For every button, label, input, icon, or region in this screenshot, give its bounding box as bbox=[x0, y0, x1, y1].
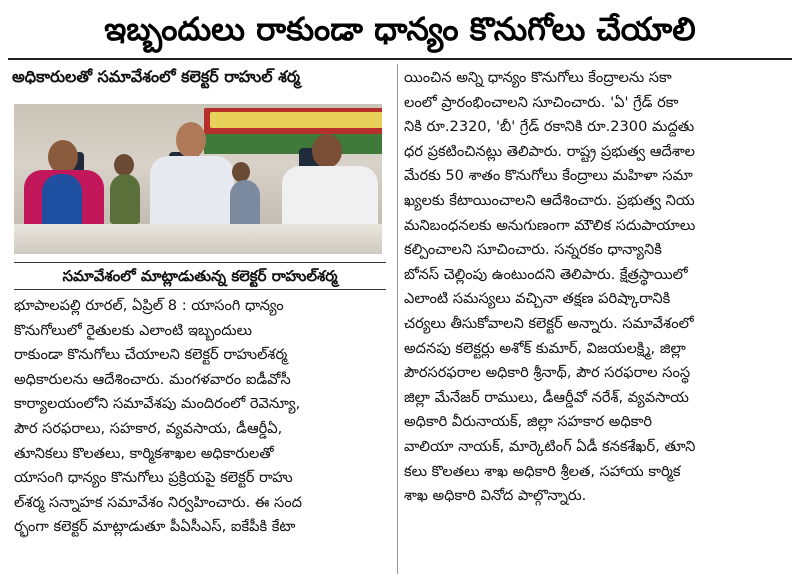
text-line: వాలియా నాయక్, మార్కెటింగ్ ఏడీ కనకశేఖర్, తూని bbox=[404, 437, 696, 455]
text-line: యాసంగి ధాన్యం కొనుగోలు ప్రక్రియపై కలెక్టర్ రాహు bbox=[14, 469, 293, 487]
banner-text-strip bbox=[210, 112, 382, 128]
photo-caption: సమావేశంలో మాట్లాడుతున్న కలెక్టర్ రాహుల్‌శర్మ bbox=[14, 262, 386, 290]
text-line: పౌర సరఫరాలు, సహకార, వ్యవసాయ, డీఆర్డీఏ, bbox=[14, 419, 283, 437]
text-line: పౌరసరఫరాల అధికారి శ్రీనాథ్, పౌర సరఫరాల సంస్థ bbox=[404, 364, 691, 382]
text-line: ధర ప్రకటించినట్లు తెలిపారు. రాష్ట్ర ప్రభుత్వ ఆదేశాల bbox=[404, 142, 696, 160]
banner-green-strip bbox=[204, 134, 382, 154]
text-line: అధికారి వీరునాయక్, జిల్లా సహకార అధికారి bbox=[404, 413, 653, 431]
text-line: ఎలాంటి సమస్యలు వచ్చినా తక్షణ పరిష్కారానికి bbox=[404, 290, 671, 308]
meeting-table bbox=[14, 224, 382, 254]
article-right-column bbox=[404, 66, 790, 509]
text-line: ఖ్యలకు కేటాయించాలని ఆదేశించారు. ప్రభుత్వ నియ bbox=[404, 191, 695, 209]
text-line: జిల్లా మేనేజర్ రాములు, డీఆర్డీవో నరేశ్, వ్యవసాయ bbox=[404, 388, 689, 406]
text-line: కల్పించాలని సూచించారు. సన్నరకం ధాన్యానికి bbox=[404, 241, 662, 259]
text-line: భూపాలపల్లి రూరల్, ఏప్రిల్ 8 : యాసంగి ధాన్యం bbox=[14, 297, 284, 314]
meeting-photo bbox=[14, 104, 382, 254]
text-line: కార్యాలయంలోని సమావేశపు మందిరంలో రెవెన్యూ, bbox=[14, 395, 301, 413]
text-line: ల్‌శర్మ సన్నాహక సమావేశం నిర్వహించారు. ఈ సంద bbox=[14, 493, 302, 511]
text-line: శాఖ అధికారి వినోద పాల్గొన్నారు. bbox=[404, 487, 587, 505]
text-line: బోనస్ చెల్లింపు ఉంటుందని తెలిపారు. క్షేత్రస్థాయిలో bbox=[404, 265, 688, 283]
photo-banner bbox=[204, 108, 382, 154]
headline-rule bbox=[8, 58, 792, 60]
text-line: మనిబంధనలకు అనుగుణంగా మౌలిక సదుపాయాలు bbox=[404, 216, 696, 234]
subheadline: అధికారులతో సమావేశంలో కలెక్టర్ రాహుల్ శర్మ bbox=[12, 67, 300, 86]
text-line: యించిన అన్ని ధాన్యం కొనుగోలు కేంద్రాలను సకా bbox=[404, 69, 672, 86]
headline: ఇబ్బందులు రాకుండా ధాన్యం కొనుగోలు చేయాలి bbox=[104, 10, 696, 48]
text-line: అదనపు కలెక్టర్లు అశోక్ కుమార్, విజయలక్ష్మి, జిల్లా bbox=[404, 339, 686, 357]
article-left-column bbox=[14, 294, 392, 540]
text-line: నికి రూ.2320, 'బీ' గ్రేడ్ రకానికి రూ.2300 మద్దతు bbox=[404, 118, 695, 136]
column-divider bbox=[397, 64, 398, 574]
text-line: అధికారులను ఆదేశించారు. మంగళవారం ఐడీవోసీ bbox=[14, 370, 291, 388]
text-line: ర్భంగా కలెక్టర్ మాట్లాడుతూ పీఏసీఎస్, ఐకేపీకి కేటా bbox=[14, 518, 296, 536]
text-line: కొనుగోలులో రైతులకు ఎలాంటి ఇబ్బందులు bbox=[14, 321, 253, 339]
text-line: రాకుండా కొనుగోలు చేయాలని కలెక్టర్ రాహుల్‌శర్మ bbox=[14, 346, 288, 364]
text-line: లంలో ప్రారంభించాలని సూచించారు. 'ఏ' గ్రేడ్ రకా bbox=[404, 93, 679, 111]
text-line: కలు కొలతలు శాఖ అధికారి శ్రీలత, సహాయ కార్మిక bbox=[404, 462, 681, 480]
text-line: చర్యలు తీసుకోవాలని కలెక్టర్ అన్నారు. సమావేశంలో bbox=[404, 314, 694, 332]
text-line: తూనికలు కొలతలు, కార్మికశాఖల అధికారులతో bbox=[14, 444, 274, 462]
text-line: మేరకు 50 శాతం కొనుగోలు కేంద్రాలు మహిళా సమా bbox=[404, 167, 693, 185]
